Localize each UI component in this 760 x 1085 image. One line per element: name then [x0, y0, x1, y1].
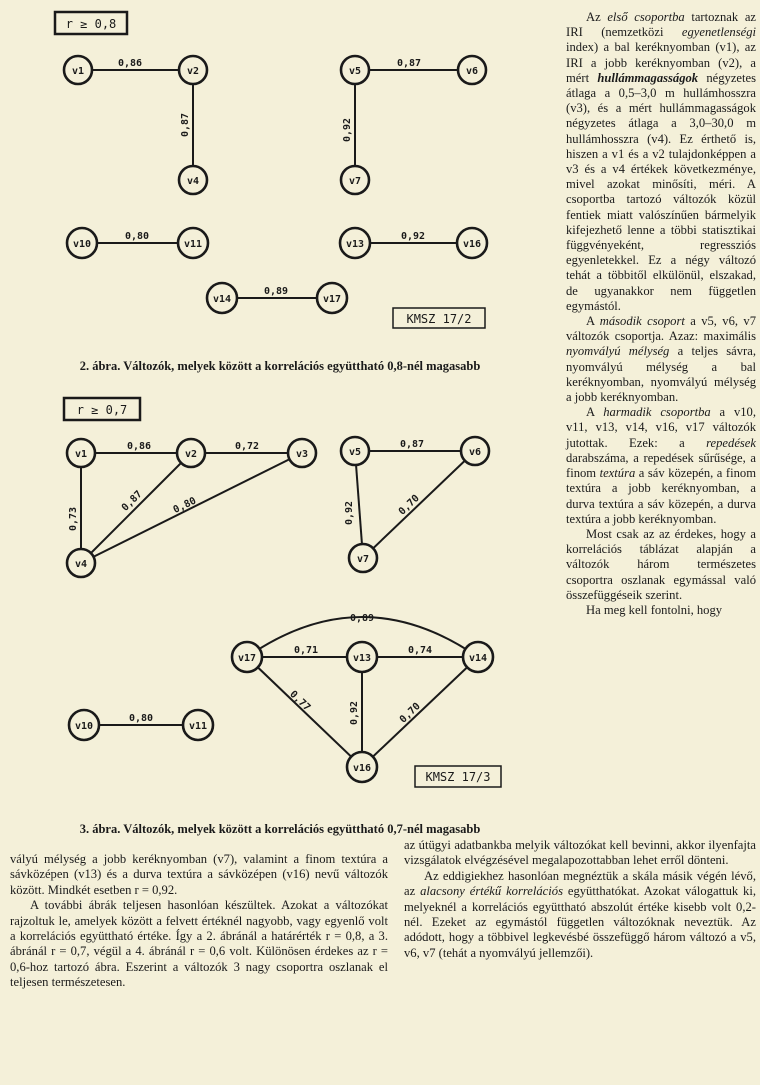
- fig3-edge-v10-v11: 0,80: [128, 713, 154, 724]
- fig3-code-box: [415, 766, 501, 787]
- fig2-edge-v5-v7: 0,92: [342, 117, 353, 143]
- fig3-edge-v2-v3: 0,72: [234, 441, 260, 452]
- svg-text:v14: v14: [468, 653, 488, 664]
- fig2-node-v16: [457, 228, 487, 258]
- paragraph-third-group: A harmadik csoportba a v10, v11, v13, v14, v16, v17 változók jutottak. Ezek: a repedések darabszáma, a repedések sűrűsége, a finom textúra a sáv közepén, a finom textúra a jobb keréknyomban, a durva textúra a sáv közepén, a durva textúra a jobb keréknyomban.: [566, 405, 756, 526]
- paragraph-groups-summary: Most csak az az érdekes, hogy a korrelációs táblázat alapján a változók három természetes csoportra oszlanak egymással való összefüggéseik szerint.: [566, 526, 756, 602]
- svg-text:v13: v13: [345, 239, 365, 250]
- fig3-edge-v14-v16: 0,70: [397, 700, 423, 726]
- svg-text:v2: v2: [184, 449, 198, 460]
- fig2-edge-v14-v17: 0,89: [263, 286, 289, 297]
- fig3-node-v1: [67, 439, 95, 467]
- svg-text:v4: v4: [186, 176, 200, 187]
- fig3-edge-v13-v14: 0,74: [407, 645, 433, 656]
- svg-text:v13: v13: [352, 653, 372, 664]
- figure-2: [0, 0, 560, 350]
- fig3-threshold-box: [64, 398, 140, 420]
- fig3-edge-v17-v14: 0,89: [349, 613, 375, 624]
- fig3-node-v6: [461, 437, 489, 465]
- fig3-edge-v13-v16: 0,92: [349, 700, 360, 726]
- svg-text:v16: v16: [352, 763, 372, 774]
- fig3-node-v17: [232, 642, 262, 672]
- svg-text:v10: v10: [74, 721, 94, 732]
- svg-text:v4: v4: [74, 559, 88, 570]
- fig3-node-v10: [69, 710, 99, 740]
- svg-text:v7: v7: [356, 554, 370, 565]
- fig2-edge-v1-v2: 0,86: [117, 58, 143, 69]
- bottom-left-text: [10, 852, 388, 991]
- svg-text:KMSZ 17/3: KMSZ 17/3: [425, 770, 491, 784]
- svg-text:v10: v10: [72, 239, 92, 250]
- fig3-edge-v17-v16: 0,77: [287, 688, 313, 714]
- svg-text:r ≥ 0,7: r ≥ 0,7: [76, 403, 128, 417]
- paragraph-low-correlation: Az eddigiekhez hasonlóan megnéztük a skála másik végén lévő, az alacsony értékű korrelációs együtthatókat. Azokat válogattuk ki, melyeknél a korrelációs együttható abszolút értéke kisebb volt 0,2-nél. Ezeket az egymástól független változóknak neveztük. Az adódott, hogy a többivel legkevésbé összefüggő három változó a v5, v6, v7 (tehát a nyomvályú jellemzői).: [404, 868, 756, 960]
- fig3-edge-v1-v2: 0,86: [126, 441, 152, 452]
- svg-text:v1: v1: [74, 449, 88, 460]
- svg-text:v11: v11: [188, 721, 208, 732]
- fig3-node-v2: [177, 439, 205, 467]
- svg-text:v14: v14: [212, 294, 232, 305]
- fig3-node-v11: [183, 710, 213, 740]
- paragraph-further-figures: A további ábrák teljesen hasonlóan készültek. Azokat a változókat rajzoltuk le, amelyek között a felvett értéknél nagyobb, vagy egyenlő volt a korrelációs együttható értéke. Így a 2. ábránál a határérték r = 0,8, a 3. ábránál r = 0,7, végül a 4. ábránál r = 0,6 volt. Különösen érdekes az r = 0,6-hoz tartozó ábra. Eszerint a változók 3 nagy csoportra oszlanak el teljesen természetesen.: [10, 898, 388, 990]
- fig2-node-v2: [179, 56, 207, 84]
- fig2-node-v5: [341, 56, 369, 84]
- paragraph-v7-v13-v16: vályú mélység a jobb keréknyomban (v7), valamint a finom textúra a sávközépen (v13) és a durva textúra a sávközépen (v16) nevű változók között. Mindkét esetben r = 0,92.: [10, 852, 388, 897]
- fig2-edge-v2-v4: 0,87: [180, 112, 191, 138]
- fig2-threshold-box: [55, 12, 127, 34]
- fig2-node-v14: [207, 283, 237, 313]
- fig3-node-v5: [341, 437, 369, 465]
- fig3-node-v7: [349, 544, 377, 572]
- fig2-node-v13: [340, 228, 370, 258]
- svg-text:v7: v7: [348, 176, 362, 187]
- fig2-edge-v13-v16: 0,92: [400, 231, 426, 242]
- fig3-edge-v17-v13: 0,71: [293, 645, 319, 656]
- svg-text:v16: v16: [462, 239, 482, 250]
- fig3-edge-v5-v6: 0,87: [399, 439, 425, 450]
- svg-text:v5: v5: [348, 66, 362, 77]
- fig2-edge-v10-v11: 0,80: [124, 231, 150, 242]
- fig3-edge-v1-v4: 0,73: [68, 506, 79, 532]
- svg-text:v1: v1: [71, 66, 85, 77]
- paragraph-consider: Ha meg kell fontolni, hogy: [586, 602, 723, 617]
- svg-text:KMSZ 17/2: KMSZ 17/2: [406, 312, 472, 326]
- svg-text:v3: v3: [295, 449, 309, 460]
- svg-text:r ≥ 0,8: r ≥ 0,8: [65, 17, 117, 31]
- paragraph-databank: az útügyi adatbankba melyik változókat kell bevinni, akkor ilyenfajta vizsgálatok elvégzésével megalapozottabban lehet erről dönteni.: [404, 838, 756, 868]
- svg-text:v17: v17: [237, 653, 257, 664]
- fig2-node-v17: [317, 283, 347, 313]
- fig3-edge-v5-v7: 0,92: [344, 500, 355, 526]
- fig3-node-v14: [463, 642, 493, 672]
- figure-3: [0, 385, 560, 810]
- fig3-node-v3: [288, 439, 316, 467]
- svg-text:v11: v11: [183, 239, 203, 250]
- fig3-node-v4: [67, 549, 95, 577]
- fig3-node-v16: [347, 752, 377, 782]
- fig2-node-v4: [179, 166, 207, 194]
- bottom-right-text: [404, 838, 756, 961]
- svg-text:v2: v2: [186, 66, 200, 77]
- svg-text:v6: v6: [465, 66, 479, 77]
- fig2-edge-v5-v6: 0,87: [396, 58, 422, 69]
- fig2-code-box: [393, 308, 485, 328]
- svg-text:v5: v5: [348, 447, 362, 458]
- fig3-edge-v6-v7: 0,70: [396, 492, 422, 518]
- paragraph-second-group: A második csoport a v5, v6, v7 változók csoportja. Azaz: maximális nyomvályú mélység a teljes sávra, nyomvályú mélység a bal keréknyomban, nyomvályú mélység a jobb keréknyomban.: [566, 314, 756, 405]
- right-column-text: [566, 10, 756, 618]
- fig3-node-v13: [347, 642, 377, 672]
- fig2-caption: 2. ábra. Változók, melyek között a korrelációs együttható 0,8-nél magasabb: [79, 359, 481, 373]
- fig2-node-v7: [341, 166, 369, 194]
- paragraph-first-group: Az első csoportba tartoznak az IRI (nemzetközi egyenetlenségi index) a bal keréknyomban (v1), az IRI a jobb keréknyomban (v2), a mért hullámmagasságok négyzetes átlaga a 0,5–3,0 m hullámhosszra (v3), és a mért hullámmagasságok négyzetes átlaga a 3,0–30,0 m hullámhosszra (v4). Ez érthető is, hiszen a v1 és a v2 tulajdonképpen a v3 és a v4 értékek következménye, mivel azokat minősíti, méri. A csoportba tartozó változók közül fentiek miatt valószínűen bármelyik kifejezhető lenne a többi statisztikai függvényeként, regressziós egyenletekkel. Ez a négy változó tehát a többitől elkülönül, elszakad, de ugyanakkor nem független egymástól.: [566, 10, 757, 313]
- fig2-node-v1: [64, 56, 92, 84]
- svg-text:v17: v17: [322, 294, 342, 305]
- fig2-node-v10: [67, 228, 97, 258]
- fig3-edge-v2-v4: 0,87: [119, 488, 145, 514]
- svg-text:v6: v6: [468, 447, 482, 458]
- fig2-node-v11: [178, 228, 208, 258]
- fig3-caption: 3. ábra. Változók, melyek között a korrelációs együttható 0,7-nél magasabb: [79, 822, 481, 836]
- fig3-edge-v3-v4: 0,80: [171, 495, 199, 516]
- fig2-node-v6: [458, 56, 486, 84]
